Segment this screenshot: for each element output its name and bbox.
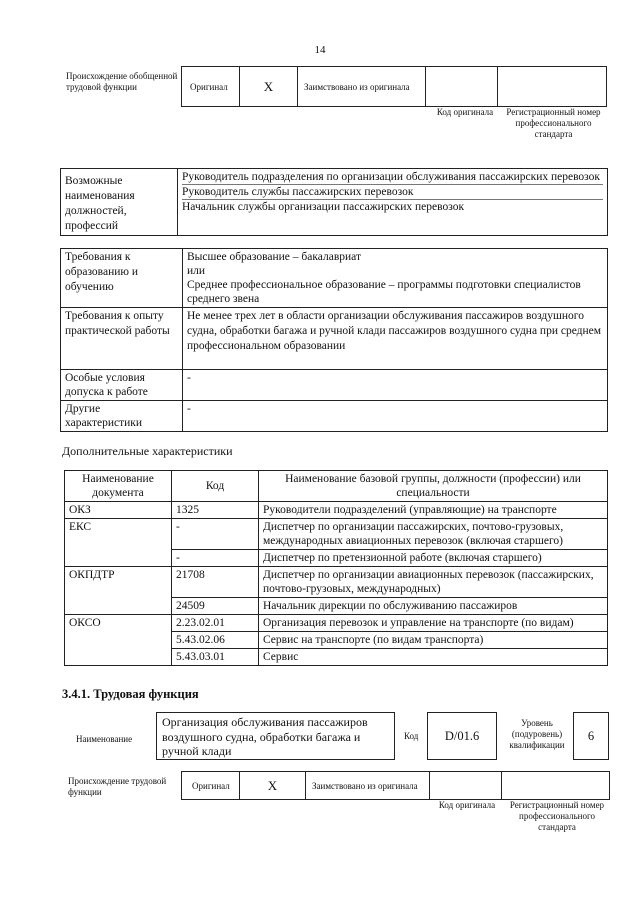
row-doc (65, 598, 172, 615)
requirements-table (60, 248, 608, 432)
special-conditions-value: - (183, 370, 608, 401)
row-name: Начальник дирекции по обслуживанию пассажиров (259, 598, 608, 615)
row-name: Сервис на транспорте (по видам транспорта) (259, 632, 608, 649)
row-code: 1325 (172, 502, 259, 519)
positions-table (60, 168, 608, 236)
row-name: Руководители подразделений (управляющие) на транспорте (259, 502, 608, 519)
row-code: - (172, 519, 259, 550)
row-name: Организация перевозок и управление на транспорте (по видам) (259, 615, 608, 632)
special-conditions-label: Особые условия допуска к работе (61, 370, 183, 401)
row-doc: ОКПДТР (65, 567, 172, 598)
labor-function-name: Организация обслуживания пассажиров воздушного судна, обработки багажа и ручной клади (156, 712, 395, 760)
qualification-level: 6 (573, 712, 609, 760)
experience-label: Требования к опыту практической работы (61, 308, 183, 370)
code-original-label: Код оригинала (438, 800, 496, 810)
row-code: 24509 (172, 598, 259, 615)
row-doc: ЕКС (65, 519, 172, 550)
experience-value: Не менее трех лет в области организации обслуживания пассажиров воздушного судна, обработки багажа и ручной клади пассажиров воздушного судна при среднем профессиональном образовании (183, 308, 608, 370)
header-code: Код (172, 471, 259, 502)
registration-number-label: Регистрационный номер профессионального стандарта (506, 107, 601, 139)
origin-box (181, 771, 610, 800)
original-mark: X (240, 772, 306, 799)
borrowed-label: Заимствовано из оригинала (304, 81, 410, 92)
row-doc: ОКСО (65, 615, 172, 632)
origin-label: Происхождение обобщенной трудовой функции (66, 71, 178, 92)
position-item: Начальник службы организации пассажирских перевозок (182, 201, 465, 213)
header-document: Наименование документа (65, 471, 172, 502)
origin-box (181, 66, 607, 107)
row-name: Диспетчер по организации пассажирских, почтово-грузовых, международных авиационных перевозок (включая старшего) (259, 519, 608, 550)
row-code: 21708 (172, 567, 259, 598)
code-cell (430, 772, 502, 799)
registration-number-label: Регистрационный номер профессионального стандарта (509, 800, 605, 832)
reg-cell (502, 772, 609, 799)
row-code: 5.43.02.06 (172, 632, 259, 649)
row-name: Диспетчер по организации авиационных перевозок (пассажирских, почтово-грузовых, международных) (259, 567, 608, 598)
code-label: Код (404, 731, 419, 741)
additional-table (64, 470, 608, 666)
row-doc (65, 649, 172, 666)
other-characteristics-label: Другие характеристики (61, 401, 183, 432)
row-name: Сервис (259, 649, 608, 666)
position-item: Руководитель подразделения по организации обслуживания пассажирских перевозок (182, 170, 603, 185)
original-label: Оригинал (192, 780, 230, 791)
row-name: Диспетчер по претензионной работе (включая старшего) (259, 550, 608, 567)
other-characteristics-value: - (183, 401, 608, 432)
labor-function-title: 3.4.1. Трудовая функция (62, 687, 199, 701)
positions-label: Возможные наименования должностей, профессий (61, 169, 178, 236)
row-doc: ОКЗ (65, 502, 172, 519)
additional-title: Дополнительные характеристики (62, 444, 233, 458)
reg-cell (498, 67, 606, 106)
code-original-label: Код оригинала (436, 107, 494, 117)
borrowed-label: Заимствовано из оригинала (312, 780, 418, 791)
origin-label: Происхождение трудовой функции (68, 776, 167, 797)
level-label: Уровень (подуровень) квалификации (509, 718, 565, 750)
borrowed-cell (306, 772, 430, 799)
original-cell (182, 67, 240, 106)
education-label: Требования к образованию и обучению (61, 249, 183, 308)
original-label: Оригинал (190, 81, 228, 92)
positions-list (178, 169, 608, 236)
header-name: Наименование базовой группы, должности (профессии) или специальности (259, 471, 608, 502)
original-cell (182, 772, 240, 799)
original-mark: X (240, 67, 298, 106)
education-value: Высшее образование – бакалавриат или Среднее профессиональное образование – программы подготовки специалистов среднего звена (183, 249, 608, 308)
position-item: Руководитель службы пассажирских перевозок (182, 185, 603, 200)
page-number: 14 (314, 44, 326, 56)
row-doc (65, 550, 172, 567)
row-doc (65, 632, 172, 649)
name-label: Наименование (76, 734, 133, 744)
row-code: 5.43.03.01 (172, 649, 259, 666)
row-code: - (172, 550, 259, 567)
code-cell (426, 67, 498, 106)
labor-function-code: D/01.6 (427, 712, 497, 760)
row-code: 2.23.02.01 (172, 615, 259, 632)
borrowed-cell (298, 67, 426, 106)
